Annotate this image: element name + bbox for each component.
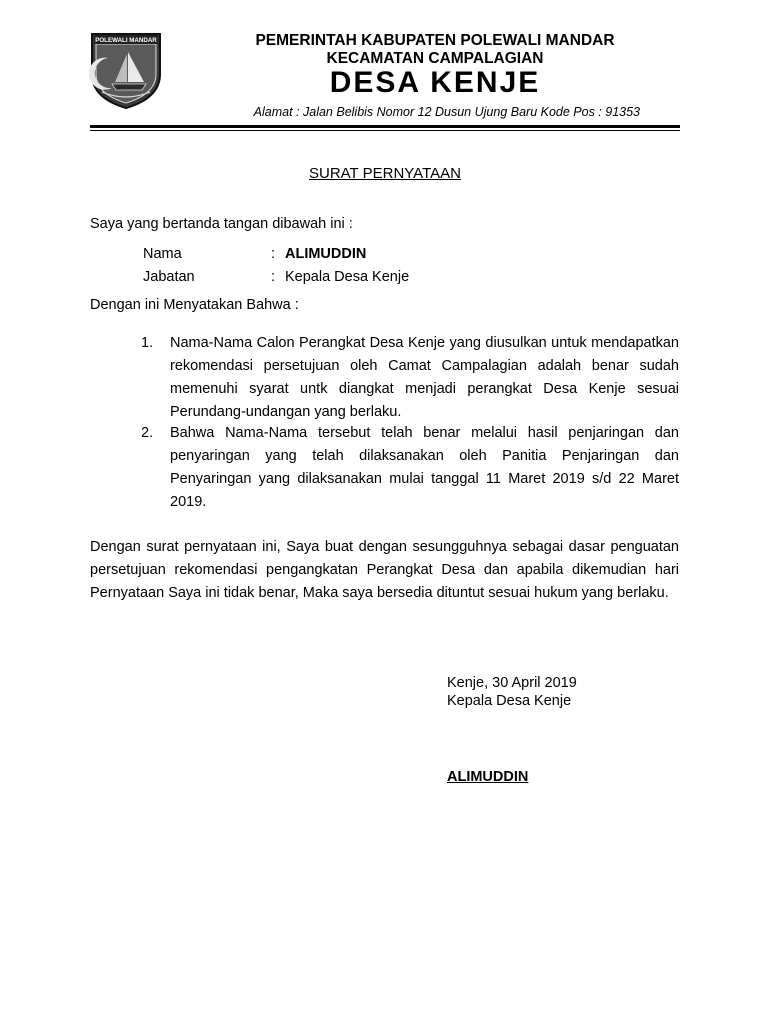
letterhead-government: PEMERINTAH KABUPATEN POLEWALI MANDAR — [255, 32, 615, 49]
letterhead-village-title: DESA KENJE — [329, 66, 541, 99]
letterhead-rule-thick — [90, 125, 680, 128]
regency-crest-logo — [88, 30, 164, 110]
intro-text: Saya yang bertanda tangan dibawah ini : — [90, 216, 353, 232]
identity-position-value: Kepala Desa Kenje — [285, 269, 410, 285]
statement-2-number: 2. — [141, 425, 154, 441]
letterhead-address: Alamat : Jalan Belibis Nomor 12 Dusun Ujung Baru Kode Pos : 91353 — [253, 105, 640, 119]
signature-position: Kepala Desa Kenje — [447, 693, 572, 709]
identity-position-colon: : — [271, 269, 276, 285]
identity-name-value: ALIMUDDIN — [285, 246, 367, 262]
statement-intro: Dengan ini Menyatakan Bahwa : — [90, 297, 299, 313]
letterhead-rule-thin — [90, 130, 680, 131]
statement-2-text: Bahwa Nama-Nama tersebut telah benar melalui hasil penjaringan dan penyaringan yang telah dilaksanakan oleh Panitia Penjaringan dan Penyaringan yang dilaksanakan mulai tanggal 11 Maret 2019 s/d 22 Maret 2019. — [170, 425, 679, 510]
document-title: SURAT PERNYATAAN — [309, 165, 461, 182]
identity-name-colon: : — [271, 246, 276, 262]
identity-position-label: Jabatan — [143, 269, 195, 285]
identity-name-label: Nama — [143, 246, 182, 262]
signature-place-date: Kenje, 30 April 2019 — [447, 675, 577, 691]
statement-1-number: 1. — [141, 335, 154, 351]
statement-1-text: Nama-Nama Calon Perangkat Desa Kenje yang diusulkan untuk mendapatkan rekomendasi persetujuan oleh Camat Campalagian adalah benar sudah memenuhi syarat untk diangkat menjadi perangkat Desa Kenje sesuai Perundang-undangan yang berlaku. — [170, 335, 679, 420]
closing-paragraph: Dengan surat pernyataan ini, Saya buat dengan sesungguhnya sebagai dasar penguatan persetujuan rekomendasi pengangkatan Perangkat Desa dan apabila dikemudian hari Pernyataan Saya ini tidak benar, Maka saya bersedia dituntut sesuai hukum yang berlaku. — [90, 539, 679, 601]
letterhead-district: KECAMATAN CAMPALAGIAN — [326, 50, 544, 67]
logo-text: POLEWALI MANDAR — [95, 37, 157, 44]
signature-name: ALIMUDDIN — [447, 769, 529, 785]
